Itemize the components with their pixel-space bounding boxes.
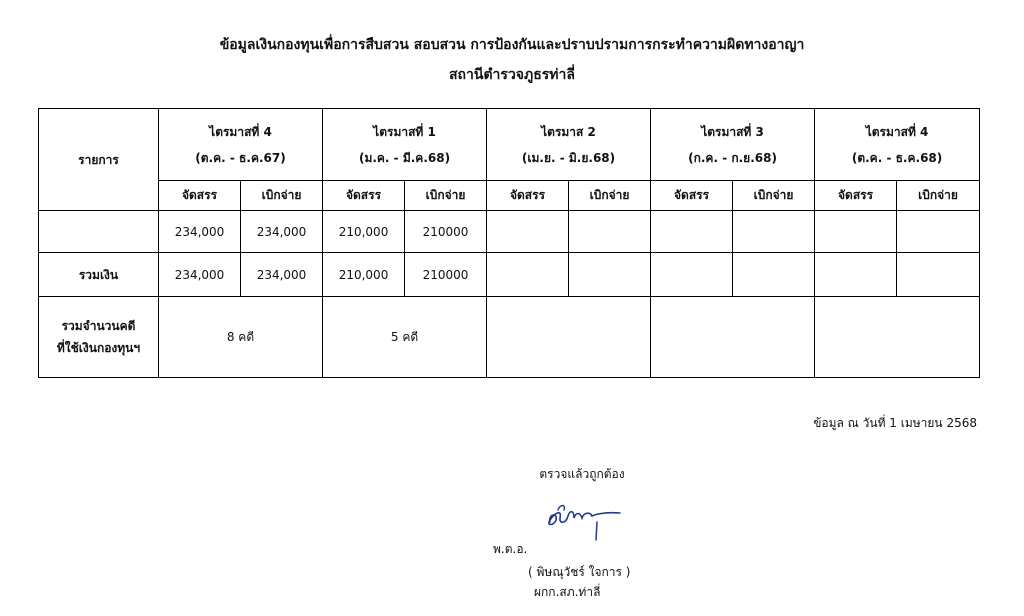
row-label: รวมเงิน bbox=[39, 253, 159, 297]
quarter-period: (ก.ค. - ก.ย.68) bbox=[688, 150, 777, 165]
cases-row bbox=[39, 297, 980, 378]
paid-header: เบิกจ่าย bbox=[241, 181, 323, 211]
table-cell bbox=[651, 297, 815, 378]
quarter-name: ไตรมาสที่ 4 bbox=[865, 124, 929, 139]
table-cell: 234,000 bbox=[241, 253, 323, 297]
signer-rank: พ.ต.อ. bbox=[493, 542, 528, 556]
table-cell bbox=[815, 297, 980, 378]
paid-header: เบิกจ่าย bbox=[569, 181, 651, 211]
quarter-name: ไตรมาสที่ 1 bbox=[373, 124, 436, 139]
alloc-header: จัดสรร bbox=[815, 181, 897, 211]
paid-header: เบิกจ่าย bbox=[897, 181, 980, 211]
alloc-header: จัดสรร bbox=[487, 181, 569, 211]
table-cell bbox=[733, 211, 815, 253]
alloc-header: จัดสรร bbox=[159, 181, 241, 211]
paid-header: เบิกจ่าย bbox=[405, 181, 487, 211]
table-cell: 234,000 bbox=[159, 211, 241, 253]
table-cell bbox=[651, 211, 733, 253]
table-cell: 234,000 bbox=[159, 253, 241, 297]
signer-position: ผกก.สภ.ท่าลี่ bbox=[534, 585, 601, 599]
quarter-period: (ต.ค. - ธ.ค.68) bbox=[851, 150, 943, 165]
fund-table bbox=[38, 108, 980, 378]
subheader-row bbox=[39, 181, 980, 211]
row-label-line: ที่ใช้เงินกองทุนฯ bbox=[56, 341, 141, 355]
document-title: ข้อมูลเงินกองทุนเพื่อการสืบสวน สอบสวน การป้องกันและปราบปรามการกระทำความผิดทางอาญา bbox=[219, 37, 805, 53]
quarter-name: ไตรมาสที่ 4 bbox=[209, 124, 272, 139]
quarter-header bbox=[487, 109, 651, 181]
table-cell bbox=[487, 211, 569, 253]
alloc-header: จัดสรร bbox=[651, 181, 733, 211]
table-cell bbox=[487, 297, 651, 378]
paid-header: เบิกจ่าย bbox=[733, 181, 815, 211]
table-cell: 210000 bbox=[405, 253, 487, 297]
as-of-date: ข้อมูล ณ วันที่ 1 เมษายน 2568 bbox=[813, 416, 977, 430]
certified-text: ตรวจแล้วถูกต้อง bbox=[539, 467, 625, 481]
table-cell: 210000 bbox=[405, 211, 487, 253]
table-cell: 210,000 bbox=[323, 211, 405, 253]
table-cell bbox=[815, 253, 897, 297]
table-cell bbox=[897, 253, 980, 297]
header-row bbox=[39, 109, 980, 181]
table-cell bbox=[569, 253, 651, 297]
signature-image bbox=[540, 500, 626, 544]
quarter-header bbox=[815, 109, 980, 181]
row-label-line: รวมจำนวนคดี bbox=[61, 319, 136, 333]
quarter-period: (ต.ค. - ธ.ค.67) bbox=[195, 150, 286, 165]
table-cell: 234,000 bbox=[241, 211, 323, 253]
total-row bbox=[39, 253, 980, 297]
quarter-header bbox=[159, 109, 323, 181]
signer-name: ( พิษณุวัชร์ ใจการ ) bbox=[528, 565, 631, 579]
table-cell bbox=[733, 253, 815, 297]
quarter-name: ไตรมาส 2 bbox=[541, 124, 596, 139]
quarter-period: (เม.ย. - มิ.ย.68) bbox=[521, 150, 616, 165]
table-cell bbox=[815, 211, 897, 253]
quarter-header bbox=[651, 109, 815, 181]
row-label bbox=[39, 211, 159, 253]
table-row bbox=[39, 211, 980, 253]
quarter-name: ไตรมาสที่ 3 bbox=[701, 124, 764, 139]
table-cell: 210,000 bbox=[323, 253, 405, 297]
table-cell bbox=[569, 211, 651, 253]
item-header: รายการ bbox=[39, 109, 159, 211]
table-cell bbox=[651, 253, 733, 297]
table-cell: 8 คดี bbox=[159, 297, 323, 378]
alloc-header: จัดสรร bbox=[323, 181, 405, 211]
station-name: สถานีตำรวจภูธรท่าลี่ bbox=[449, 67, 575, 83]
table-cell bbox=[897, 211, 980, 253]
table-cell: 5 คดี bbox=[323, 297, 487, 378]
quarter-period: (ม.ค. - มี.ค.68) bbox=[358, 150, 451, 165]
quarter-header bbox=[323, 109, 487, 181]
row-label bbox=[39, 297, 159, 378]
table-cell bbox=[487, 253, 569, 297]
